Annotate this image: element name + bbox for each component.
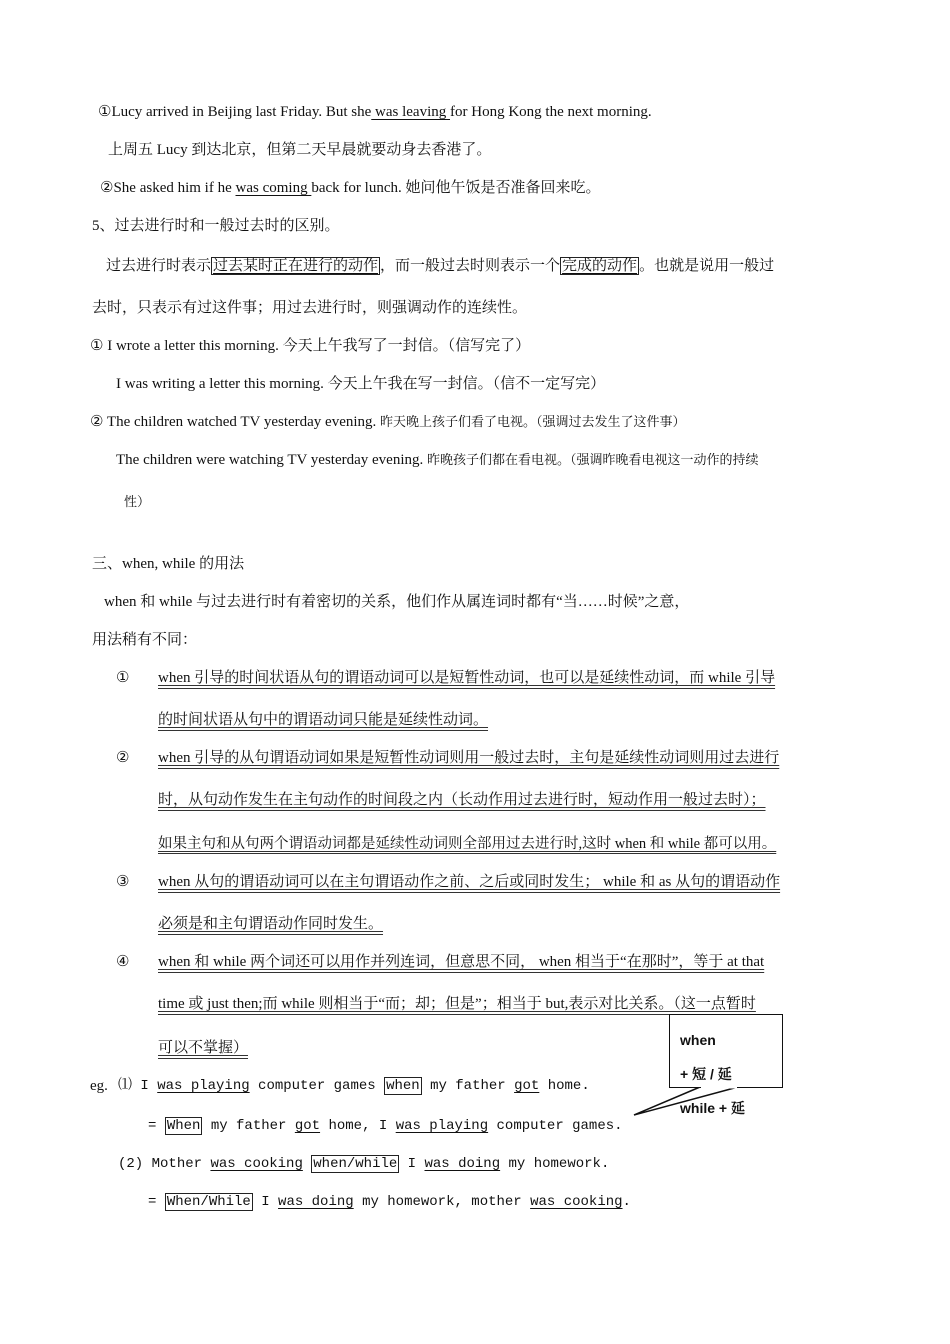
section-5-example-2b-cont: 性） [124, 494, 151, 509]
section-5-example-2: ② The children watched TV yesterday evening. 昨天晚上孩子们看了电视。（强调过去发生了这件事） [90, 414, 686, 430]
eg-label: eg. [90, 1078, 108, 1094]
section-3-intro-line2: 用法稍有不同： [92, 632, 198, 648]
callout-line2: + 短 / 延 [680, 1066, 732, 1082]
eg-example-2b: = When/While I was doing my homework, mother was cooking. [148, 1194, 631, 1210]
callout-line1: when [680, 1032, 716, 1048]
rule-4-line1: when 和 while 两个词还可以用作并列连词，但意思不同， when 相当于“在那时”，等于 at that [158, 954, 765, 970]
rule-4-line3: 可以不掌握） [158, 1040, 249, 1056]
section-5-para-line2: 去时，只表示有过这件事；用过去进行时，则强调动作的连续性。 [92, 300, 528, 316]
eg-example-1: ⑴ I was playing computer games when my father got home. [118, 1078, 590, 1094]
example-1-cn: 上周五 Lucy 到达北京，但第二天早晨就要动身去香港了。 [108, 142, 492, 158]
rule-3-line1: when 从句的谓语动词可以在主句谓语动作之前、之后或同时发生； while 和 as 从句的谓语动作 [158, 874, 781, 890]
rule-2-line2: 时，从句动作发生在主句动作的时间段之内（长动作用过去进行时，短动作用一般过去时）； [158, 792, 766, 808]
example-2: ②She asked him if he was coming back for lunch. 她问他午饭是否准备回来吃。 [100, 180, 601, 196]
rule-4-number: ④ [116, 954, 130, 970]
rule-2-line1: when 引导的从句谓语动词如果是短暂性动词则用一般过去时，主句是延续性动词则用过去进行 [158, 750, 780, 766]
rule-2-number: ② [116, 750, 130, 766]
eg-example-2: (2) Mother was cooking when/while I was doing my homework. [118, 1156, 610, 1172]
section-5-para-line1: 过去进行时表示 过去某时正在进行的动作 ，而一般过去时则表示一个 完成的动作 。也就是说用一般过 [106, 258, 775, 274]
rule-3-number: ③ [116, 874, 130, 890]
callout-line3: while + 延 [680, 1100, 745, 1116]
rule-1-number: ① [116, 670, 130, 686]
rule-4-line2: time 或 just then;而 while 则相当于“而；却；但是”；相当于 but,表示对比关系。（这一点暂时 [158, 996, 756, 1012]
rule-1-line2: 的时间状语从句中的谓语动词只能是延续性动词。 [158, 712, 489, 728]
example-1-en: ①Lucy arrived in Beijing last Friday. But she was leaving for Hong Kong the next morning. [98, 104, 652, 120]
rule-3-line2: 必须是和主句谓语动作同时发生。 [158, 916, 384, 932]
eg-example-1b: = When my father got home, I was playing computer games. [148, 1118, 623, 1134]
section-5-example-1: ① I wrote a letter this morning. 今天上午我写了一封信。（信写完了） [90, 338, 531, 354]
rule-2-line3: 如果主句和从句两个谓语动词都是延续性动词则全部用过去进行时,这时 when 和 while 都可以用。 [158, 836, 777, 852]
section-3-intro-line1: when 和 while 与过去进行时有着密切的关系，他们作从属连词时都有“当……时候”之意， [104, 594, 690, 610]
section-3-title: 三、when, while 的用法 [92, 556, 245, 572]
section-5-example-1b: I was writing a letter this morning. 今天上午我在写一封信。（信不一定写完） [116, 376, 606, 392]
section-5-example-2b: The children were watching TV yesterday evening. 昨晚孩子们都在看电视。（强调昨晚看电视这一动作的持续 [116, 452, 759, 468]
rule-1-line1: when 引导的时间状语从句的谓语动词可以是短暂性动词，也可以是延续性动词，而 while 引导 [158, 670, 776, 686]
section-5-title: 5、过去进行时和一般过去时的区别。 [92, 218, 340, 234]
